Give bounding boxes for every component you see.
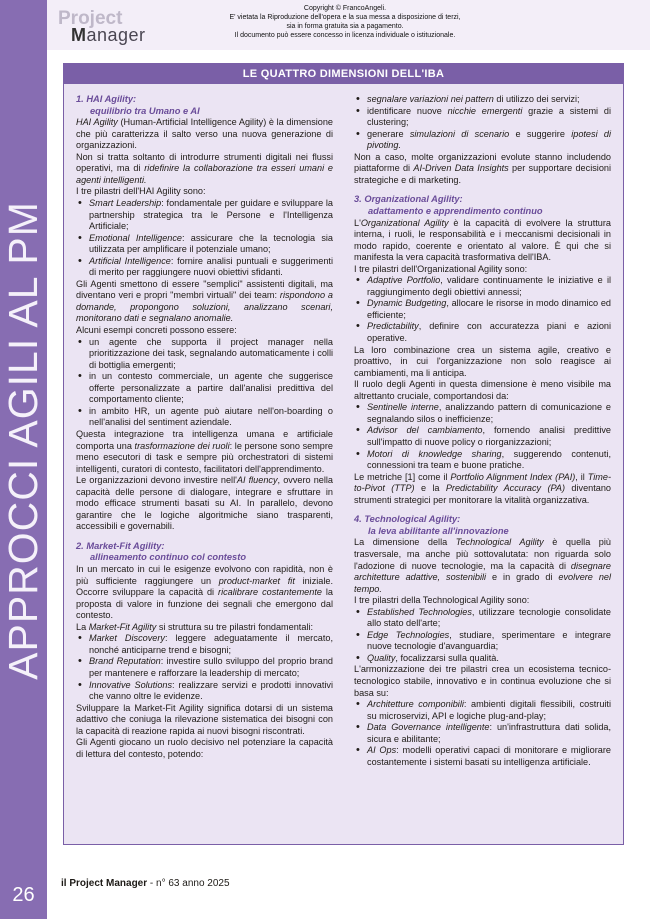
section-heading: 2. Market-Fit Agility: [76, 540, 165, 551]
paragraph: Alcuni esempi concreti possono essere: [76, 325, 237, 336]
paragraph: Gli Agenti giocano un ruolo decisivo nel potenziare la capacità di lettura del contesto, potendo: [76, 737, 333, 759]
list-item: • Motori di knowledge sharing, suggerendo contenuti, connessioni tra team e buone pratiche. [354, 449, 611, 472]
list-item: • Artificial Intelligence: fornire analisi puntuali e suggerimenti di merito per raggiungere nuovi obiettivi sfidanti. [76, 256, 333, 279]
bullet-list [76, 337, 333, 429]
paragraph: L'Organizational Agility è la capacità di evolvere la struttura interna, i ruoli, le responsabilità e i meccanismi decisionali in modo rapido, coerente e orientato al valore. È qui che si manifesta la vera capacità trasformativa dell'IBA. [354, 217, 611, 263]
section-heading: 4. Technological Agility: [354, 514, 461, 525]
list-item: • Data Governance intelligente: un'infrastruttura dati solida, sicura e abilitante; [354, 722, 611, 745]
paragraph: La dimensione della Technological Agility è quella più trasversale, ma anche più sottovalutata: non riguarda solo l'adozione di nuove tecnologie, ma la capacità di disegnare architetture adattive, sostenibili e in grado di evolvere nel tempo. [354, 537, 611, 594]
paragraph: I tre pilastri della Technological Agility sono: [354, 595, 530, 606]
paragraph: La loro combinazione crea un sistema agile, creativo e proattivo, in cui l'organizzazione non solo reagisce ai cambiamenti, ma li anticipa. [354, 344, 611, 378]
section-subheading: equilibrio tra Umano e AI [90, 105, 200, 116]
paragraph: L'armonizzazione dei tre pilastri crea un ecosistema tecnico-tecnologico stabile, innovativo e in continua evoluzione che si basa su: [354, 664, 611, 698]
list-item: • Quality, focalizzarsi sulla qualità. [354, 653, 611, 665]
bullet-list [354, 699, 611, 768]
bullet-list [354, 402, 611, 471]
copyright-notice: Copyright © FrancoAngeli. E' vietata la Riproduzione dell'opera e la sua messa a disposizione di terzi, sia in forma gratuita sia a pagamento. Il documento può essere concesso in licenza individuale o istituzionale. [229, 5, 461, 39]
sidebar-title: APPROCCI AGILI AL PM [0, 200, 46, 680]
paragraph: La Market-Fit Agility si struttura su tre pilastri fondamentali: [76, 621, 314, 632]
list-item: • Brand Reputation: investire sullo sviluppo del proprio brand per mantenere e rafforzare la leadership di mercato; [76, 656, 333, 679]
paragraph: Le organizzazioni devono investire nell'AI fluency, ovvero nella capacità delle persone di dialogare, integrare e sfruttare in modo efficace strumenti basati su AI. In parallelo, devono garantire che le logiche algoritmiche siano trasparenti, accessibili e governabili. [76, 475, 333, 532]
list-item: • in ambito HR, un agente può aiutare nell'on-boarding o nell'analisi del sentiment aziendale. [76, 406, 333, 429]
list-item: • Dynamic Budgeting, allocare le risorse in modo dinamico ed efficiente; [354, 298, 611, 321]
section-subheading: la leva abilitante all'innovazione [368, 525, 509, 536]
paragraph: Le metriche [1] come il Portfolio Alignment Index (PAI), il Time-to-Pivot (TTP) e la Predictability Accuracy (PA) diventano strumenti strategici per monitorare la vitalità organizzativa. [354, 471, 611, 505]
list-item: • Innovative Solutions: realizzare servizi e prodotti innovativi che vanno oltre le evidenze. [76, 680, 333, 703]
paragraph: Sviluppare la Market-Fit Agility significa dotarsi di un sistema adattivo che coniuga la rilevazione sistematica dei bisogni con la capacità di reazione rapida ai nuovi bisogni riscontrati. [76, 702, 333, 736]
bullet-list [354, 607, 611, 665]
list-item: • Emotional Intelligence: assicurare che la tecnologia sia utilizzata per amplificare il potenziale umano; [76, 233, 333, 256]
sidebar [0, 0, 47, 919]
section-heading: 3. Organizational Agility: [354, 194, 463, 205]
bullet-list [354, 94, 611, 152]
list-item: • Predictability, definire con accuratezza piani e azioni operative. [354, 321, 611, 344]
page-number: 26 [12, 884, 35, 906]
list-item: • Smart Leadership: fondamentale per guidare e sviluppare la partnership strategica tra le Persone e l'Intelligenza Artificiale; [76, 198, 333, 233]
list-item: • AI Ops: modelli operativi capaci di monitorare e migliorare costantemente i sistemi basati su intelligenza artificiale. [354, 745, 611, 768]
bullet-list [354, 275, 611, 344]
list-item: • Adaptive Portfolio, validare continuamente le iniziative e il raggiungimento degli obiettivi annessi; [354, 275, 611, 298]
box-title: LE QUATTRO DIMENSIONI DELL'IBA [64, 64, 623, 84]
paragraph: Non si tratta soltanto di introdurre strumenti digitali nei flussi operativi, ma di ridefinire la collaborazione tra esseri umani e agenti intelligenti. [76, 151, 333, 185]
column-right [354, 94, 611, 838]
list-item: • Sentinelle interne, analizzando pattern di comunicazione e segnalando silos o inefficienze; [354, 402, 611, 425]
page-footer: il Project Manager - n° 63 anno 2025 [61, 878, 230, 889]
paragraph: Non a caso, molte organizzazioni evolute stanno includendo piattaforme di AI-Driven Data Insights per supportare decisioni strategiche e di marketing. [354, 151, 611, 185]
paragraph: Questa integrazione tra intelligenza umana e artificiale comporta una trasformazione dei ruoli: le persone sono sempre meno esecutori di task e sempre più orchestratori di sistemi intelligenti, curatori di contesto, facilitatori dell'apprendimento. [76, 428, 333, 474]
iba-dimensions-box [63, 63, 624, 845]
list-item: • Architetture componibili: ambienti digitali flessibili, costruiti su microservizi, API e logiche plug-and-play; [354, 699, 611, 722]
paragraph: HAI Agility (Human-Artificial Intelligence Agility) è la dimensione che più caratterizza il salto verso una nuova generazione di organizzazioni. [76, 117, 334, 151]
list-item: • in un contesto commerciale, un agente che suggerisce offerte personalizzate a partire dall'analisi predittiva del comportamento cliente; [76, 371, 333, 406]
bullet-list [76, 633, 333, 702]
list-item: • identificare nuove nicchie emergenti grazie a sistemi di clustering; [354, 106, 611, 129]
section-subheading: adattamento e apprendimento continuo [368, 205, 543, 216]
list-item: • Established Technologies, utilizzare tecnologie consolidate allo stato dell'arte; [354, 607, 611, 630]
bullet-list [76, 198, 333, 279]
paragraph: I tre pilastri dell'Organizational Agility sono: [354, 263, 528, 274]
list-item: • Edge Technologies, studiare, sperimentare e integrare nuove tecnologie d'avanguardia; [354, 630, 611, 653]
list-item: • generare simulazioni di scenario e suggerire ipotesi di pivoting. [354, 129, 611, 152]
paragraph: In un mercato in cui le esigenze evolvono con rapidità, non è più sufficiente raggiungere un product-market fit iniziale. Occorre sviluppare la capacità di ricalibrare costantemente la proposta di valore in funzione dei segnali che emergono dal contesto. [76, 564, 334, 621]
paragraph: Gli Agenti smettono di essere "semplici" assistenti digitali, ma diventano veri e propri "membri virtuali" dei team: rispondono a domande, propongono soluzioni, analizzano scenari, monitorano dati e segnalano anomalie. [76, 278, 334, 324]
list-item: • Advisor del cambiamento, fornendo analisi predittive sull'impatto di nuove policy o riorganizzazioni; [354, 425, 611, 448]
list-item: • segnalare variazioni nei pattern di utilizzo dei servizi; [354, 94, 611, 106]
project-manager-logo: Project Manager [58, 8, 146, 45]
section-subheading: allineamento continuo col contesto [90, 552, 246, 563]
list-item: • Market Discovery: leggere adeguatamente il mercato, nonché anticiparne trend e bisogni; [76, 633, 333, 656]
column-left [76, 94, 333, 838]
list-item: • un agente che supporta il project manager nella prioritizzazione dei task, segnalando automaticamente i colli di bottiglia emergenti; [76, 337, 333, 372]
paragraph: I tre pilastri dell'HAI Agility sono: [76, 186, 206, 197]
paragraph: Il ruolo degli Agenti in questa dimensione è meno visibile ma altrettanto cruciale, comportandosi da: [354, 379, 611, 401]
section-heading: 1. HAI Agility: [76, 94, 137, 104]
